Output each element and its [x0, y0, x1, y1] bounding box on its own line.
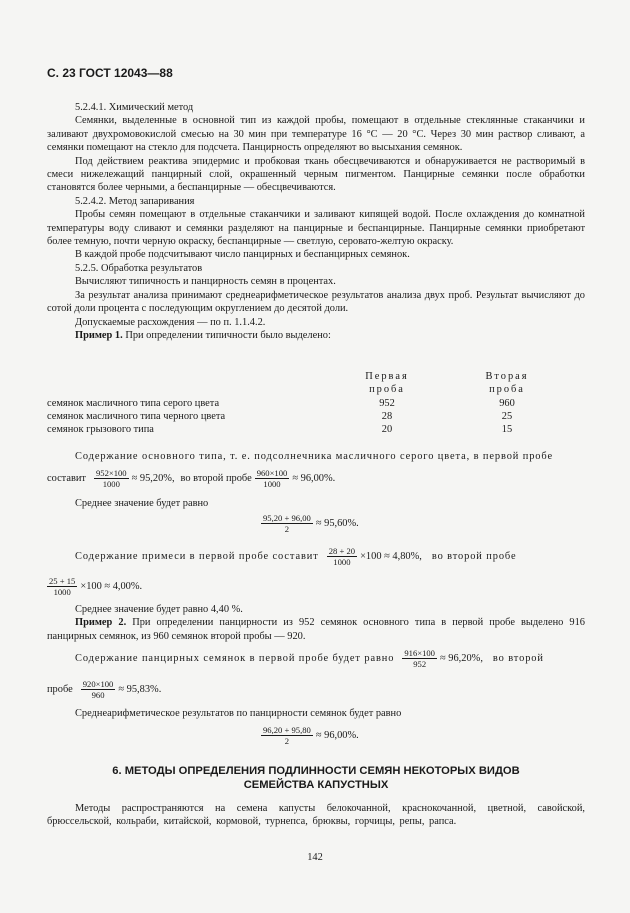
cell-value: 28	[381, 411, 393, 422]
formula-text: пробе	[47, 683, 73, 695]
section-title-line: 6. МЕТОДЫ ОПРЕДЕЛЕНИЯ ПОДЛИННОСТИ СЕМЯН НЕКОТОРЫХ ВИДОВ	[112, 765, 520, 777]
numerator: 960×100	[256, 468, 288, 478]
denominator: 2	[284, 736, 290, 746]
section-5-2-4-1	[47, 101, 585, 342]
calc-paragraph	[47, 707, 585, 720]
calc-paragraph	[47, 603, 585, 643]
section-heading: 5.2.5. Обработка результатов	[75, 262, 203, 274]
formula-result: ≈ 95,20%,	[131, 472, 175, 484]
fraction	[327, 546, 357, 567]
column-header: Вторая	[485, 371, 529, 382]
formula-result: ≈ 95,60%.	[315, 517, 359, 529]
formula-text: во второй пробе	[180, 472, 252, 484]
fraction	[261, 513, 313, 534]
fraction	[261, 725, 313, 746]
formula-result: ≈ 96,20%,	[439, 652, 483, 664]
calc-paragraph	[47, 497, 585, 510]
fraction	[94, 468, 129, 489]
example-label: Пример 2.	[75, 617, 127, 629]
row-label: семянок грызового типа	[47, 424, 154, 435]
paragraph: Допускаемые расхождения — по п. 1.1.4.2.	[75, 316, 266, 328]
row-label: семянок масличного типа черного цвета	[47, 411, 226, 422]
formula-line	[47, 468, 335, 489]
fraction	[47, 576, 77, 597]
example-paragraph	[47, 329, 585, 342]
formula-result: ≈ 96,00%.	[292, 472, 336, 484]
numerator: 96,20 + 95,80	[263, 725, 311, 735]
example-label: Пример 1.	[75, 329, 123, 341]
fraction	[255, 468, 290, 489]
fraction	[402, 648, 437, 669]
denominator: 1000	[53, 587, 71, 597]
formula-result: ×100 ≈ 4,00%.	[80, 580, 143, 592]
paragraph: Содержание основного типа, т. е. подсолнечника масличного серого цвета, в первой пробе	[75, 451, 553, 462]
table-header-row-2	[47, 383, 585, 396]
formula-line	[47, 679, 161, 700]
section-title-line: СЕМЕЙСТВА КАПУСТНЫХ	[243, 779, 389, 791]
table-row	[47, 397, 585, 410]
denominator: 952	[413, 659, 427, 669]
table-header-row-1	[47, 370, 585, 383]
formula-result: ×100 ≈ 4,80%,	[360, 550, 422, 562]
table-row	[47, 410, 585, 423]
formula-result: ≈ 96,00%.	[315, 729, 359, 741]
formula-line	[258, 513, 359, 534]
example-text: При определении панцирности из 952 семянок основного типа в первой пробе выделено 916 панцирных семянок, из 960 семянок второй пробы — 920.	[47, 617, 585, 642]
numerator: 28 + 20	[328, 546, 356, 556]
row-label: семянок масличного типа серого цвета	[47, 398, 220, 409]
denominator: 1000	[263, 479, 281, 489]
formula-line	[47, 576, 142, 597]
denominator: 1000	[333, 557, 351, 567]
paragraph: Под действием реактива эпидермис и пробковая ткань обесцвечиваются и обнаруживается не растворимый в смеси нижележащий панцирный слой, окрашенный черным пигментом. Панцирные семянки после обработки становятся более черными, а беспанцирные — обесцвечиваются.	[47, 155, 585, 194]
paragraph: В каждой пробе подсчитывают число панцирных и беспанцирных семянок.	[75, 249, 410, 261]
cell-value: 952	[379, 398, 395, 409]
paragraph: Вычисляют типичность и панцирность семян в процентах.	[75, 276, 336, 288]
paragraph: Методы распространяются на семена капусты белокочанной, краснокочанной, цветной, савойской, брюссельской, кольраби, китайской, кормовой, турнепса, брюквы, горчицы, репы, рапса.	[47, 803, 585, 828]
calc-paragraph	[47, 450, 585, 463]
column-header: Первая	[365, 371, 409, 382]
denominator: 1000	[102, 479, 120, 489]
page-number: 142	[307, 852, 323, 863]
paragraph: Среднее значение будет равно	[75, 498, 209, 509]
formula-text: во второй пробе	[431, 550, 517, 562]
formula-text: составит	[47, 472, 86, 484]
paragraph: Пробы семян помещают в отдельные стаканчики и заливают кипящей водой. После охлаждения до комнатной температуры воду сливают и семянки разделяют на панцирные и беспанцирные. Панцирные семянки приобретают более темную, почти черную окраску, беспанцирные — светлую, серовато-желтую окраску.	[47, 209, 585, 248]
cell-value: 25	[501, 411, 513, 422]
formula-text: Содержание примеси в первой пробе составит	[75, 550, 319, 562]
example-text: При определении типичности было выделено:	[125, 329, 331, 341]
fraction	[81, 679, 116, 700]
formula-line	[75, 648, 544, 669]
page-header: С. 23 ГОСТ 12043—88	[47, 66, 173, 80]
numerator: 952×100	[95, 468, 127, 478]
paragraph: За результат анализа принимают среднеарифметическое результатов анализа двух проб. Результат вычисляют до сотой доли процента с последующим округлением до десятой доли.	[47, 289, 585, 315]
column-header: проба	[489, 384, 525, 395]
formula-line	[75, 546, 516, 567]
paragraph: Среднее значение будет равно 4,40 %.	[75, 604, 243, 615]
paragraph: Семянки, выделенные в основной тип из каждой пробы, помещают в отдельные стеклянные стаканчики и заливают двухромовокислой смесью на 30 мин при температуре 16 °С — 20 °С. Через 30 мин раствор сливают, а семянки помещают на стекло для подсчета. Панцирность определяют во высыхания семянок.	[47, 115, 585, 154]
section-heading: 5.2.4.1. Химический метод	[75, 102, 194, 113]
section-heading: 5.2.4.2. Метод запаривания	[75, 195, 195, 207]
numerator: 920×100	[82, 679, 114, 689]
denominator: 2	[284, 524, 290, 534]
section-6-body	[47, 802, 585, 829]
table-row	[47, 423, 585, 436]
cell-value: 960	[499, 398, 515, 409]
formula-text: Содержание панцирных семянок в первой пробе будет равно	[75, 652, 395, 664]
formula-text: во второй	[492, 652, 544, 664]
numerator: 916×100	[404, 648, 435, 658]
example-paragraph	[47, 616, 585, 643]
numerator: 25 + 15	[49, 576, 76, 586]
cell-value: 15	[501, 424, 513, 435]
column-header: проба	[369, 384, 405, 395]
formula-result: ≈ 95,83%.	[118, 683, 162, 695]
cell-value: 20	[381, 424, 393, 435]
section-title	[47, 764, 585, 792]
denominator: 960	[91, 690, 105, 700]
numerator: 95,20 + 96,00	[263, 513, 311, 523]
formula-line	[258, 725, 359, 746]
paragraph: Среднеарифметическое результатов по панцирности семянок будет равно	[75, 708, 402, 719]
